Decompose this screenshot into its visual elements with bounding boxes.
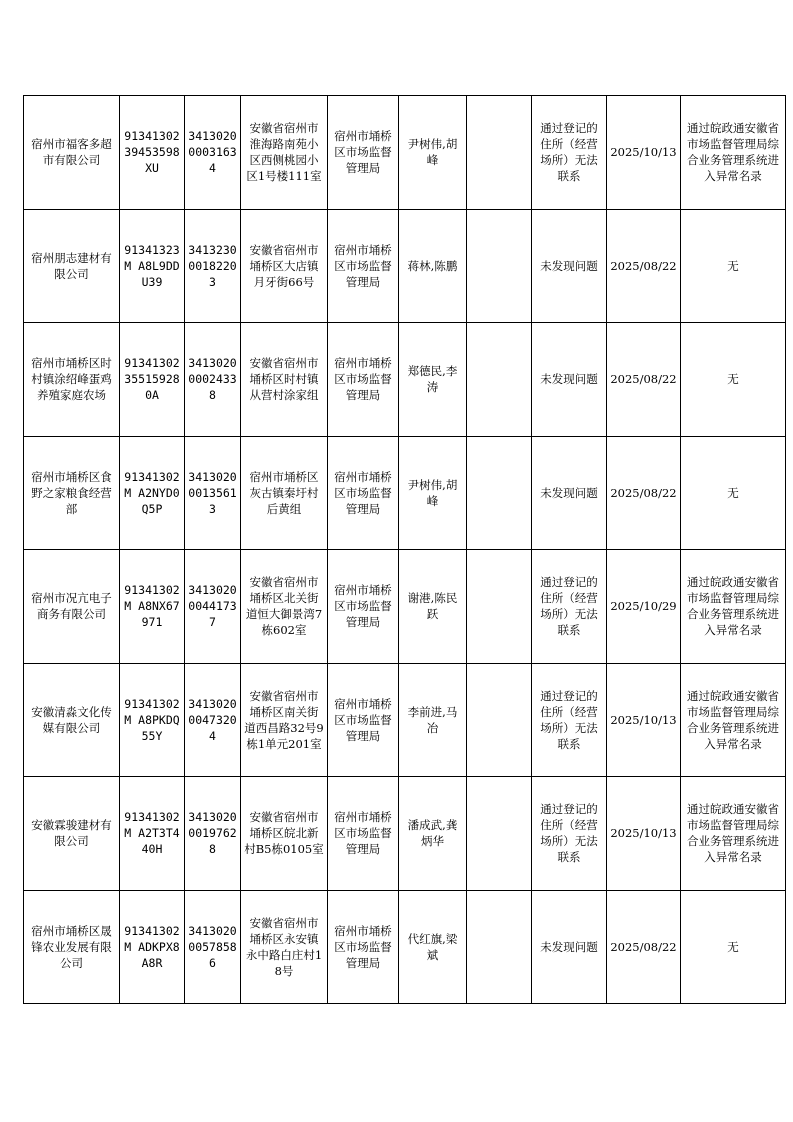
registration-number-cell: 3413020 0003163 4 [185,96,241,210]
credit-code-cell: 91341302M ADKPX8A8R [120,890,185,1004]
inspection-result-cell: 未发现问题 [532,436,607,550]
company-name-cell: 安徽清淼文化传媒有限公司 [24,663,120,777]
table-row [24,436,786,550]
empty-cell [467,777,532,891]
empty-cell [467,323,532,437]
empty-cell [467,96,532,210]
credit-code-cell: 91341323M A8L9DDU39 [120,209,185,323]
empty-cell [467,436,532,550]
credit-code-cell: 91341302 39453598XU [120,96,185,210]
registration-number-cell: 3413020 0044173 7 [185,550,241,664]
action-taken-cell: 通过皖政通安徽省市场监督管理局综合业务管理系统进入异常名录 [681,663,786,777]
inspection-date-cell: 2025/08/22 [607,209,681,323]
company-name-cell: 宿州市埇桥区晟锋农业发展有限公司 [24,890,120,1004]
authority-cell: 宿州市埇桥区市场监督管理局 [328,323,399,437]
credit-code-cell: 91341302M A8PKDQ55Y [120,663,185,777]
inspectors-cell: 李前进,马冶 [399,663,467,777]
empty-cell [467,663,532,777]
inspectors-cell: 郑德民,李涛 [399,323,467,437]
table-row [24,890,786,1004]
inspectors-cell: 蒋林,陈鹏 [399,209,467,323]
action-taken-cell: 无 [681,890,786,1004]
company-name-cell: 宿州朋志建材有限公司 [24,209,120,323]
authority-cell: 宿州市埇桥区市场监督管理局 [328,96,399,210]
company-name-cell: 安徽霖骏建材有限公司 [24,777,120,891]
inspection-result-cell: 通过登记的住所（经营场所）无法联系 [532,550,607,664]
authority-cell: 宿州市埇桥区市场监督管理局 [328,663,399,777]
action-taken-cell: 无 [681,323,786,437]
inspectors-cell: 尹树伟,胡峰 [399,436,467,550]
inspection-date-cell: 2025/08/22 [607,323,681,437]
inspection-result-cell: 未发现问题 [532,323,607,437]
registration-number-cell: 3413020 0019762 8 [185,777,241,891]
empty-cell [467,209,532,323]
empty-cell [467,890,532,1004]
address-cell: 安徽省宿州市埇桥区北关街道恒大御景湾7栋602室 [241,550,328,664]
inspection-date-cell: 2025/10/13 [607,663,681,777]
action-taken-cell: 通过皖政通安徽省市场监督管理局综合业务管理系统进入异常名录 [681,550,786,664]
inspection-result-cell: 未发现问题 [532,890,607,1004]
inspection-date-cell: 2025/08/22 [607,436,681,550]
address-cell: 安徽省宿州市淮海路南苑小区西侧桃园小区1号楼111室 [241,96,328,210]
table-row [24,209,786,323]
inspection-date-cell: 2025/10/13 [607,96,681,210]
address-cell: 宿州市埇桥区灰古镇秦圩村后黄组 [241,436,328,550]
credit-code-cell: 91341302M A2NYD0Q5P [120,436,185,550]
address-cell: 安徽省宿州市埇桥区皖北新村B5栋0105室 [241,777,328,891]
table-row [24,550,786,664]
action-taken-cell: 通过皖政通安徽省市场监督管理局综合业务管理系统进入异常名录 [681,96,786,210]
address-cell: 安徽省宿州市埇桥区南关街道西昌路32号9栋1单元201室 [241,663,328,777]
registration-number-cell: 3413020 0002433 8 [185,323,241,437]
inspectors-cell: 尹树伟,胡峰 [399,96,467,210]
authority-cell: 宿州市埇桥区市场监督管理局 [328,550,399,664]
inspection-result-cell: 未发现问题 [532,209,607,323]
inspection-result-cell: 通过登记的住所（经营场所）无法联系 [532,777,607,891]
company-name-cell: 宿州市埇桥区时村镇涂绍峰蛋鸡养殖家庭农场 [24,323,120,437]
empty-cell [467,550,532,664]
credit-code-cell: 91341302M A2T3T440H [120,777,185,891]
company-name-cell: 宿州市埇桥区食野之家粮食经营部 [24,436,120,550]
authority-cell: 宿州市埇桥区市场监督管理局 [328,777,399,891]
table-row [24,323,786,437]
authority-cell: 宿州市埇桥区市场监督管理局 [328,890,399,1004]
action-taken-cell: 无 [681,209,786,323]
authority-cell: 宿州市埇桥区市场监督管理局 [328,209,399,323]
table-row [24,96,786,210]
inspection-date-cell: 2025/08/22 [607,890,681,1004]
authority-cell: 宿州市埇桥区市场监督管理局 [328,436,399,550]
registration-number-cell: 3413020 0013561 3 [185,436,241,550]
address-cell: 安徽省宿州市埇桥区大店镇月牙街66号 [241,209,328,323]
table-row [24,777,786,891]
address-cell: 安徽省宿州市埇桥区永安镇永中路白庄村18号 [241,890,328,1004]
inspection-date-cell: 2025/10/13 [607,777,681,891]
registration-number-cell: 3413230 0018220 3 [185,209,241,323]
address-cell: 安徽省宿州市埇桥区时村镇从营村涂家组 [241,323,328,437]
inspection-records-table [23,95,786,1004]
company-name-cell: 宿州市况亢电子商务有限公司 [24,550,120,664]
inspectors-cell: 谢港,陈民跃 [399,550,467,664]
inspectors-cell: 潘成武,龚炳华 [399,777,467,891]
credit-code-cell: 91341302M A8NX67971 [120,550,185,664]
records-body [24,96,786,1004]
action-taken-cell: 通过皖政通安徽省市场监督管理局综合业务管理系统进入异常名录 [681,777,786,891]
action-taken-cell: 无 [681,436,786,550]
table-row [24,663,786,777]
inspection-result-cell: 通过登记的住所（经营场所）无法联系 [532,96,607,210]
credit-code-cell: 91341302 355159280A [120,323,185,437]
registration-number-cell: 3413020 0047320 4 [185,663,241,777]
inspection-result-cell: 通过登记的住所（经营场所）无法联系 [532,663,607,777]
inspectors-cell: 代红旗,梁斌 [399,890,467,1004]
company-name-cell: 宿州市福客多超市有限公司 [24,96,120,210]
registration-number-cell: 3413020 0057858 6 [185,890,241,1004]
inspection-date-cell: 2025/10/29 [607,550,681,664]
